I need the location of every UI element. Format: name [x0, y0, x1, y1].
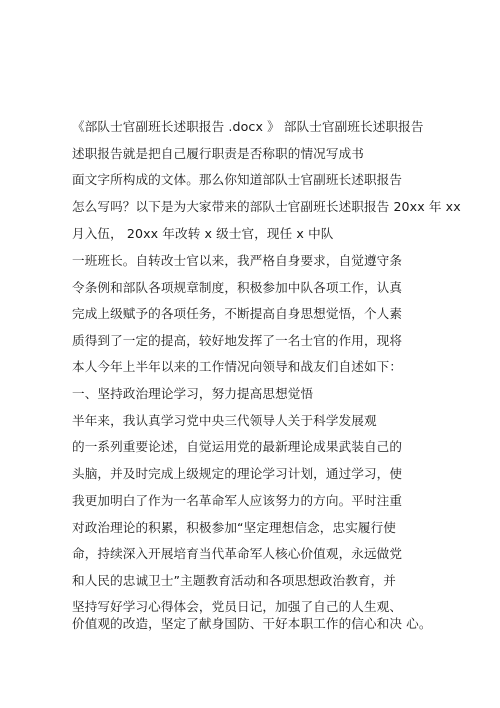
paragraph-line: 怎么写吗？以下是为大家带来的部队士官副班长述职报告 20xx 年 xx: [72, 199, 461, 214]
paragraph-line: 述职报告就是把自己履行职责是否称职的情况写成书: [72, 146, 364, 161]
doc-title-line: 《部队士官副班长述职报告 .docx 》 部队士官副班长述职报告: [72, 119, 424, 134]
paragraph-line: 对政治理论的积累，积极参加“坚定理想信念，忠实履行使: [72, 520, 396, 535]
paragraph-line: 命，持续深入开展培育当代革命军人核心价值观，永远做党: [72, 546, 403, 561]
paragraph-line: 一班班长。自转改士官以来，我严格自身要求，自觉遵守条: [72, 253, 403, 268]
paragraph-line: 半年来，我认真学习党中央三代领导人关于科学发展观: [72, 413, 377, 428]
paragraph-line: 令条例和部队各项规章制度，积极参加中队各项工作，认真: [72, 280, 403, 295]
paragraph-line: 月入伍， 20xx 年改转 x 级士官，现任 x 中队: [72, 226, 334, 241]
paragraph-line: 完成上级赋予的各项任务，不断提高自身思想觉悟，个人素: [72, 306, 403, 321]
paragraph-line: 面文字所构成的文体。那么你知道部队士官副班长述职报告: [72, 172, 403, 187]
paragraph-line: 坚持写好学习心得体会，党员日记，加强了自己的人生观、: [72, 599, 403, 614]
section-heading: 一、坚持政治理论学习，努力提高思想觉悟: [72, 386, 314, 401]
paragraph-line: 头脑，并及时完成上级规定的理论学习计划，通过学习，使: [72, 466, 403, 481]
paragraph-line: 本人今年上半年以来的工作情况向领导和战友们自述如下：: [72, 359, 403, 374]
paragraph-line: 和人民的忠诚卫士”主题教育活动和各项思想政治教育，并: [72, 573, 396, 588]
paragraph-line: 我更加明白了作为一名革命军人应该努力的方向。平时注重: [72, 493, 403, 508]
paragraph-line: 质得到了一定的提高，较好地发挥了一名士官的作用，现将: [72, 333, 403, 348]
paragraph-line: 的一系列重要论述，自觉运用党的最新理论成果武装自己的: [72, 439, 403, 454]
paragraph-line: 价值观的改造，坚定了献身国防、干好本职工作的信心和决 心。: [72, 616, 432, 631]
